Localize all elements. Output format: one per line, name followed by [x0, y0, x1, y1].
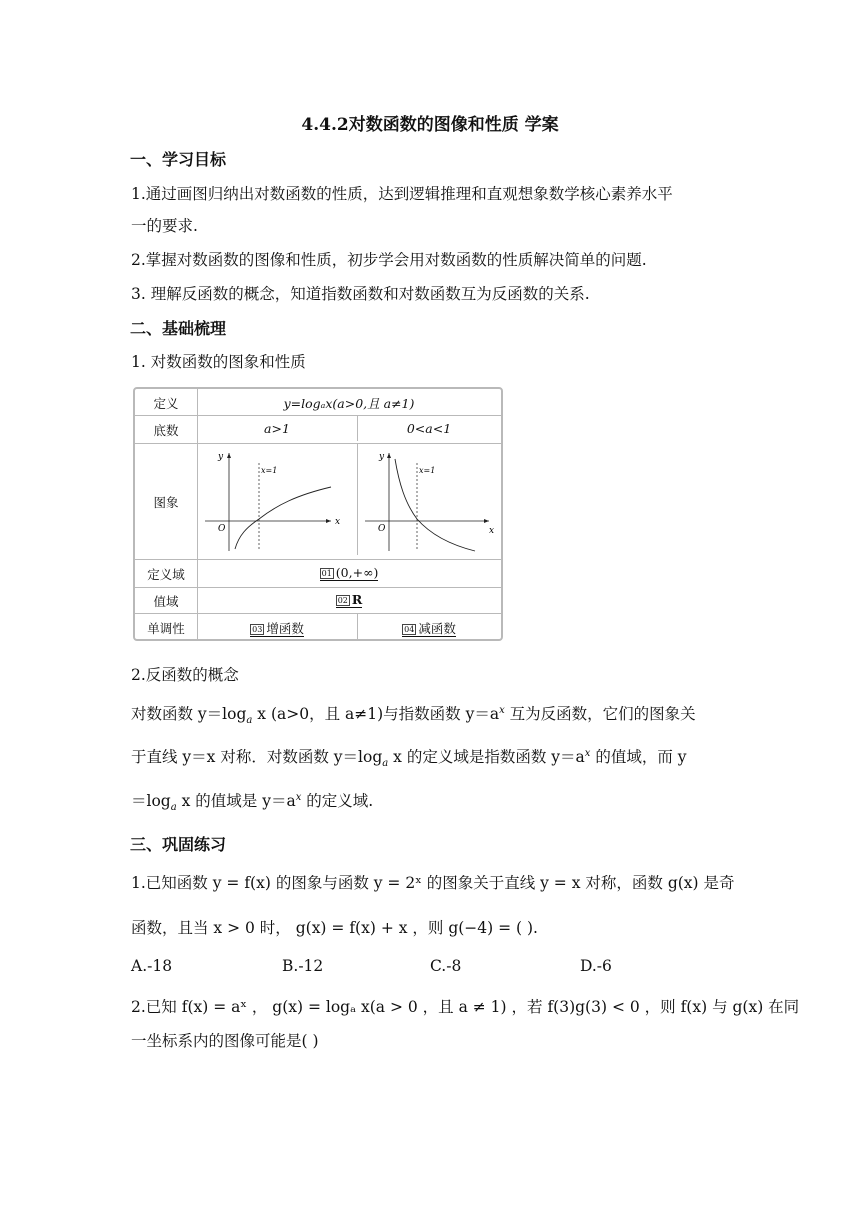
blank-number-badge: 03	[252, 625, 263, 634]
question-1-line-1: 1.已知函数 y = f(x) 的图象与函数 y = 2ˣ 的图象关于直线 y = x 对称，函数 g(x) 是奇	[131, 874, 735, 892]
range-value	[197, 592, 501, 607]
goal-item-1: 1.通过画图归纳出对数函数的性质，达到逻辑推理和直观想象数学核心素养水平	[131, 185, 673, 203]
origin-label: O	[218, 524, 226, 534]
decreasing-text: 减函数	[418, 621, 456, 636]
x-equals-1-label: x=1	[261, 466, 278, 475]
log-function-table	[133, 387, 503, 641]
domain-value	[197, 565, 501, 580]
blank-number-badge: 04	[404, 625, 415, 634]
table-row-line	[135, 415, 501, 416]
question-2-line-1: 2.已知 f(x) = aˣ ， g(x) = logₐ x(a > 0 ，且 a ≠ 1) ，若 f(3)g(3) < 0 ，则 f(x) 与 g(x) 在同	[131, 998, 800, 1016]
para-subscript: a	[170, 802, 177, 814]
question-2-line-2: 一坐标系内的图像可能是( )	[131, 1032, 319, 1050]
row-label-domain: 定义域	[147, 567, 185, 582]
increasing-text: 增函数	[266, 621, 304, 636]
inverse-paragraph-line-1	[131, 702, 696, 726]
blank-number-badge: 02	[337, 596, 348, 605]
goal-item-1-cont: 一的要求.	[131, 217, 198, 235]
monotonicity-increasing	[197, 619, 357, 637]
row-label-base: 底数	[153, 423, 179, 438]
para-text: x 的值域是 y＝a	[176, 792, 296, 810]
x-equals-1-label: x=1	[419, 466, 436, 475]
para-text: 互为反函数，它们的图象关	[504, 705, 696, 723]
para-superscript: x	[584, 747, 591, 759]
para-text: ＝log	[131, 792, 171, 810]
option-c: C.-8	[430, 957, 462, 975]
option-b: B.-12	[282, 957, 324, 975]
origin-label: O	[378, 524, 386, 534]
table-mid-divider-graph	[357, 443, 358, 555]
goal-item-3: 3. 理解反函数的概念，知道指数函数和对数函数互为反函数的关系.	[131, 285, 590, 303]
log-curve-increasing	[235, 487, 331, 549]
inverse-paragraph-line-2	[131, 745, 687, 769]
option-a: A.-18	[131, 957, 173, 975]
x-axis-arrow	[484, 519, 489, 523]
x-axis-arrow	[326, 519, 331, 523]
para-text: 的定义域.	[301, 792, 374, 810]
para-text: x (a>0，且 a≠1)与指数函数 y＝a	[252, 705, 500, 723]
row-label-range: 值域	[153, 594, 179, 609]
section-heading-practice: 三、巩固练习	[130, 835, 227, 854]
y-axis-label: y	[218, 452, 224, 462]
y-axis-label: y	[379, 452, 385, 462]
table-row-line	[135, 587, 501, 588]
inverse-paragraph-line-3	[131, 789, 373, 813]
table-row-line	[135, 443, 501, 444]
para-text: 于直线 y＝x 对称．对数函数 y＝log	[131, 748, 383, 766]
para-text: 对数函数 y＝log	[131, 705, 247, 723]
goal-item-2: 2.掌握对数函数的图像和性质，初步学会用对数函数的性质解决简单的问题.	[131, 251, 647, 269]
para-subscript: a	[246, 715, 253, 727]
para-text: x 的定义域是指数函数 y＝a	[388, 748, 585, 766]
range-text: R	[351, 592, 363, 607]
row-label-monotonicity: 单调性	[147, 621, 185, 636]
question-1-line-2: 函数，且当 x > 0 时， g(x) = f(x) + x ，则 g(−4) = ( ).	[131, 919, 538, 937]
table-row-line	[135, 613, 501, 614]
blank-number-badge: 01	[321, 569, 332, 578]
graph-increasing	[201, 447, 353, 555]
section-heading-goals: 一、学习目标	[130, 150, 227, 169]
row-label-definition: 定义	[153, 396, 179, 411]
domain-text: (0,+∞)	[335, 565, 379, 580]
y-axis-arrow	[227, 453, 231, 458]
definition-value: y=logₐx(a>0,且 a≠1)	[283, 396, 415, 411]
monotonicity-decreasing	[357, 619, 501, 637]
section-heading-review: 二、基础梳理	[130, 319, 227, 338]
row-label-graph: 图象	[153, 495, 179, 510]
para-text: 的值域，而 y	[590, 748, 687, 766]
subheading-inverse-function: 2.反函数的概念	[131, 666, 239, 684]
base-case-a-gt-1: a>1	[264, 421, 290, 436]
para-superscript: x	[499, 704, 505, 716]
subheading-log-graph: 1. 对数函数的图象和性质	[131, 353, 306, 371]
base-case-a-lt-1: 0<a<1	[406, 421, 452, 436]
para-subscript: a	[382, 758, 389, 770]
x-axis-label: x	[489, 526, 495, 536]
x-axis-label: x	[335, 517, 341, 527]
page-title: 4.4.2对数函数的图像和性质 学案	[301, 115, 559, 135]
y-axis-arrow	[387, 453, 391, 458]
table-row-line	[135, 559, 501, 560]
para-superscript: x	[295, 791, 302, 803]
option-d: D.-6	[580, 957, 612, 975]
graph-decreasing	[361, 447, 499, 555]
